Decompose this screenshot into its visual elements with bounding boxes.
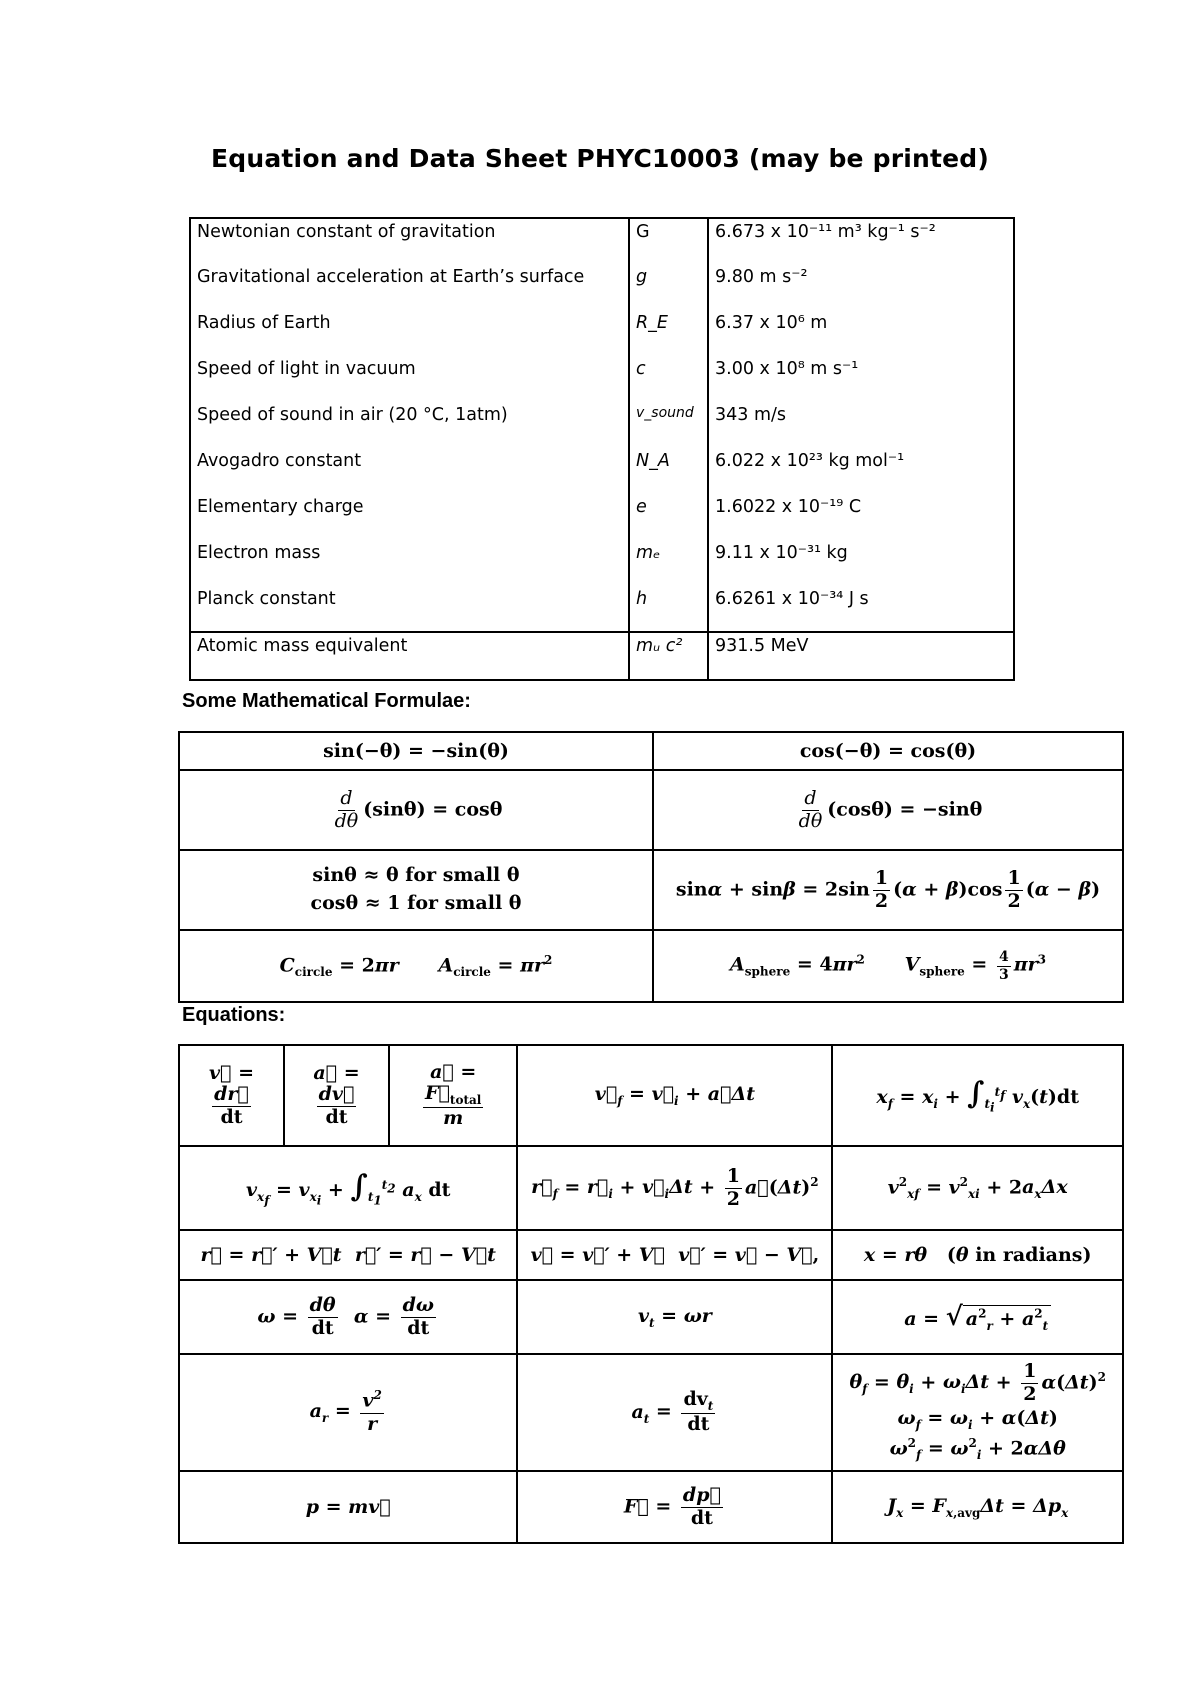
formula-cell: $A_{sphere} = 4\pi r^2$ $V_{sphere}$ = $\frac{4}{3}$ $\pi r^3$ (653, 930, 1123, 1002)
table-row (179, 1354, 1123, 1471)
table-row (179, 770, 1123, 850)
formula-cell: $v_t = \omega r$ (517, 1280, 832, 1354)
constant-symbol: mᵤ c² (629, 632, 708, 680)
constant-symbol: R_E (629, 310, 708, 356)
constant-name: Electron mass (190, 540, 629, 586)
formula-cell: $x_f = x_i + \int_{t_i}^{t_f}$ $v_x(t)dt$ (832, 1045, 1123, 1146)
constant-value: 6.37 x 10⁶ m (708, 310, 1014, 356)
constant-symbol: v_sound (629, 402, 708, 448)
formula-cell: $J_x = F_{x,avg}\Delta t = \Delta p_x$ (832, 1471, 1123, 1543)
constant-symbol: h (629, 586, 708, 632)
constant-symbol: c (629, 356, 708, 402)
formula-cell: $v^2_{xf} = v^2_{xi} + 2a_x\Delta x$ (832, 1146, 1123, 1230)
formula-cell: $\theta_f = \theta_i + \omega_i\Delta t$ + $\frac{1}{2}$ $\alpha(\Delta t)^2$ $\omega_f = \omega_i + \alpha(\Delta t)$ $\omega^2_f = \omega^2_i + 2\alpha\Delta\theta$ (832, 1354, 1123, 1471)
constant-value: 6.6261 x 10⁻³⁴ J s (708, 586, 1014, 632)
formula-cell: $\frac{d}{d\theta}$ (cosθ) = −sinθ (653, 770, 1123, 850)
formula-cell: cos(−θ) = cos(θ) (653, 732, 1123, 770)
table-row (179, 1280, 1123, 1354)
formula-text: (cosθ) = −sinθ (827, 798, 983, 820)
table-row (179, 930, 1123, 1002)
constant-name: Elementary charge (190, 494, 629, 540)
equations-heading: Equations: (182, 1004, 286, 1026)
table-row (190, 586, 1014, 632)
constant-name: Radius of Earth (190, 310, 629, 356)
table-row (179, 1045, 1123, 1146)
formula-cell: v⃗ = $\frac{dr⃗}{dt}$ a⃗ = $\frac{dv⃗}{dt}$ a⃗ = $\frac{F⃗_{total}}{m}$ (179, 1045, 517, 1146)
table-row (179, 732, 1123, 770)
table-row (190, 494, 1014, 540)
formula-cell: $a_t$ = $\frac{dv_t}{dt}$ (517, 1354, 832, 1471)
formula-cell: $C_{circle} = 2\pi r$ $A_{circle} = \pi r^2$ (179, 930, 653, 1002)
table-row (190, 402, 1014, 448)
formula-text: (sinθ) = cosθ (363, 798, 503, 820)
equations-table (178, 1044, 1124, 1544)
math-formulae-table (178, 731, 1124, 1003)
table-row (179, 1230, 1123, 1280)
formula-cell (179, 850, 653, 930)
formula-text: cosθ ≈ 1 for small θ (310, 892, 522, 914)
formula-cell: r⃗ = r⃗′ + V⃗t r⃗′ = r⃗ − V⃗t (179, 1230, 517, 1280)
constant-value: 1.6022 x 10⁻¹⁹ C (708, 494, 1014, 540)
constant-value: 6.022 x 10²³ kg mol⁻¹ (708, 448, 1014, 494)
formula-cell: v⃗ = v⃗′ + V⃗ v⃗′ = v⃗ − V⃗, (517, 1230, 832, 1280)
table-row (190, 540, 1014, 586)
constant-value: 3.00 x 10⁸ m s⁻¹ (708, 356, 1014, 402)
constant-name: Planck constant (190, 586, 629, 632)
formula-cell: $r⃗_f$ = $r⃗_i$ + $v⃗_i\Delta t$ + $\frac{1}{2}$ $a⃗(\Delta t)^2$ (517, 1146, 832, 1230)
table-row (190, 264, 1014, 310)
constant-value: 9.80 m s⁻² (708, 264, 1014, 310)
constant-symbol: N_A (629, 448, 708, 494)
formula-cell: F⃗ = $\frac{dp⃗}{dt}$ (517, 1471, 832, 1543)
constant-symbol: g (629, 264, 708, 310)
constant-name: Speed of sound in air (20 °C, 1atm) (190, 402, 629, 448)
formula-cell: a = √ $a^2_r + a^2_t$ (832, 1280, 1123, 1354)
constant-symbol: e (629, 494, 708, 540)
formula-cell: $\frac{d}{d\theta}$ (sinθ) = cosθ (179, 770, 653, 850)
formula-text: sinθ ≈ θ for small θ (312, 864, 520, 887)
constant-symbol: G (629, 218, 708, 264)
constant-name: Gravitational acceleration at Earth’s surface (190, 264, 629, 310)
table-row (179, 1146, 1123, 1230)
constant-value: 931.5 MeV (708, 632, 1014, 680)
constant-name: Avogadro constant (190, 448, 629, 494)
constants-table (189, 217, 1015, 681)
table-row (190, 356, 1014, 402)
constant-name: Newtonian constant of gravitation (190, 218, 629, 264)
formula-cell: sinα + sinβ = 2sin $\frac{1}{2}$ (α + β)cos $\frac{1}{2}$ (α − β) (653, 850, 1123, 930)
table-row (190, 310, 1014, 356)
table-row (179, 850, 1123, 930)
formula-cell: $v⃗_f$ = $v⃗_i$ + a⃗Δt (517, 1045, 832, 1146)
constant-name: Atomic mass equivalent (190, 632, 629, 680)
page-title: Equation and Data Sheet PHYC10003 (may be printed) (210, 144, 990, 173)
formula-cell: ω = $\frac{d\theta}{dt}$ α = $\frac{d\omega}{dt}$ (179, 1280, 517, 1354)
constant-value: 9.11 x 10⁻³¹ kg (708, 540, 1014, 586)
math-formulae-heading: Some Mathematical Formulae: (182, 690, 471, 712)
formula-cell: x = rθ (θ in radians) (832, 1230, 1123, 1280)
table-row (190, 632, 1014, 680)
formula-cell: p = mv⃗ (179, 1471, 517, 1543)
constant-value: 343 m/s (708, 402, 1014, 448)
constant-symbol: mₑ (629, 540, 708, 586)
formula-cell: $a_r$ = $\frac{v^2}{r}$ (179, 1354, 517, 1471)
formula-cell: sin(−θ) = −sin(θ) (179, 732, 653, 770)
table-row (190, 218, 1014, 264)
constant-name: Speed of light in vacuum (190, 356, 629, 402)
formula-cell: $v_{x_f} = v_{x_i} + \int_{t_1}^{t_2}$ $a_x$ dt (179, 1146, 517, 1230)
table-row (190, 448, 1014, 494)
table-row (179, 1471, 1123, 1543)
constant-value: 6.673 x 10⁻¹¹ m³ kg⁻¹ s⁻² (708, 218, 1014, 264)
